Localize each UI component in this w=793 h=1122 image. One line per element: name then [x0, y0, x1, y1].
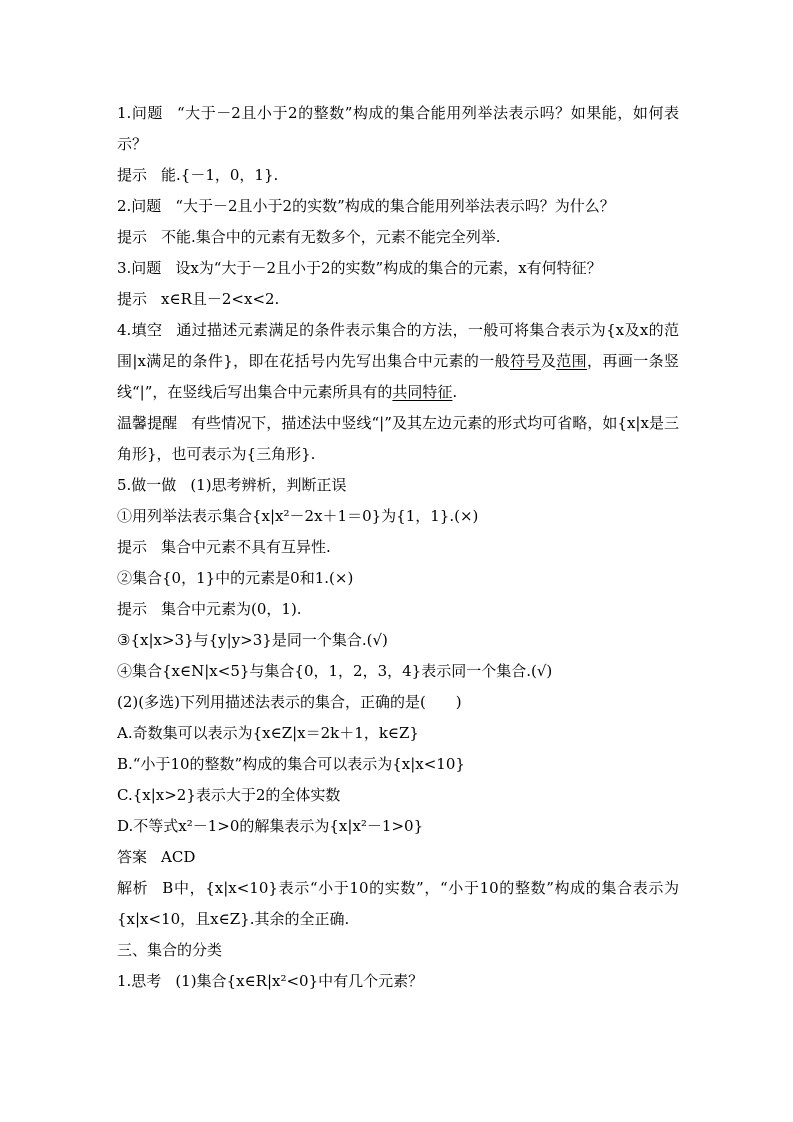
paragraph-think [117, 966, 679, 997]
paragraph-question-3 [117, 253, 679, 284]
underlined-term-symbol: 符号 [510, 352, 541, 370]
text-fill-in-d: . [452, 383, 458, 401]
text-option-a: A.奇数集可以表示为{x∈Z|x＝2k＋1，k∈Z} [117, 724, 419, 742]
text-hint-judge-2: 集合中元素为(0，1). [161, 600, 302, 618]
paragraph-analysis [117, 873, 679, 935]
paragraph-hint-judge-1 [117, 532, 679, 563]
label-reminder: 温馨提醒 [117, 414, 178, 432]
label-answer: 答案 [117, 848, 148, 866]
item-judge-1 [117, 501, 679, 532]
label-hint-1: 提示 [117, 166, 148, 184]
document-body [117, 98, 679, 997]
label-hint-judge-2: 提示 [117, 600, 148, 618]
text-fill-in-a: 通过描述元素满足的条件表示集合的方法，一般可将集合表示为{x及x的范围|x满足的条件}，即在花括号内先写出集合中元素的一般 [117, 321, 679, 370]
text-section-heading: 三、集合的分类 [117, 941, 223, 959]
paragraph-fill-in [117, 315, 679, 408]
text-judge-4: ④集合{x∈N|x<5}与集合{0，1，2，3，4}表示同一个集合.(√) [117, 662, 553, 680]
underlined-term-range: 范围 [556, 352, 588, 370]
paragraph-answer [117, 842, 679, 873]
label-hint-3: 提示 [117, 290, 148, 308]
option-d [117, 811, 679, 842]
text-judge-3: ③{x|x>3}与{y|y>3}是同一个集合.(√) [117, 631, 388, 649]
text-fill-in-b: 及 [540, 352, 557, 370]
section-heading-classification [117, 935, 679, 966]
paragraph-question-2 [117, 191, 679, 222]
paragraph-question-1 [117, 98, 679, 160]
paragraph-reminder [117, 408, 679, 470]
option-b [117, 749, 679, 780]
label-practice: 5.做一做 [117, 476, 177, 494]
paragraph-hint-3 [117, 284, 679, 315]
paragraph-hint-judge-2 [117, 594, 679, 625]
text-reminder: 有些情况下，描述法中竖线“|”及其左边元素的形式均可省略，如{x|x是三角形}，也可表示为{三角形}. [117, 414, 679, 463]
text-hint-2: 不能.集合中的元素有无数多个，元素不能完全列举. [161, 228, 501, 246]
label-question-3: 3.问题 [117, 259, 162, 277]
text-answer: ACD [161, 848, 196, 866]
text-hint-1: 能.{－1，0，1}. [161, 166, 279, 184]
text-hint-judge-1: 集合中元素不具有互异性. [161, 538, 331, 556]
label-hint-2: 提示 [117, 228, 148, 246]
text-judge-2: ②集合{0，1}中的元素是0和1.(×) [117, 569, 354, 587]
item-multiple-choice-stem [117, 687, 679, 718]
option-c [117, 780, 679, 811]
item-judge-2 [117, 563, 679, 594]
text-option-b: B.“小于10的整数”构成的集合可以表示为{x|x<10} [117, 755, 465, 773]
text-judge-1: ①用列举法表示集合{x|x²－2x＋1＝0}为{1，1}.(×) [117, 507, 479, 525]
label-think: 1.思考 [117, 972, 162, 990]
label-fill-in: 4.填空 [117, 321, 163, 339]
text-think: (1)集合{x∈R|x²<0}中有几个元素？ [175, 972, 424, 990]
label-analysis: 解析 [117, 879, 149, 897]
text-question-3: 设x为“大于－2且小于2的实数”构成的集合的元素，x有何特征？ [175, 259, 602, 277]
item-judge-3 [117, 625, 679, 656]
text-multiple-choice-stem: (2)(多选)下列用描述法表示的集合，正确的是( ) [117, 693, 462, 711]
paragraph-practice [117, 470, 679, 501]
text-practice: (1)思考辨析，判断正误 [190, 476, 347, 494]
paragraph-hint-1 [117, 160, 679, 191]
label-hint-judge-1: 提示 [117, 538, 148, 556]
text-question-2: “大于－2且小于2的实数”构成的集合能用列举法表示吗？为什么？ [175, 197, 615, 215]
underlined-term-common-feature: 共同特征 [392, 383, 453, 401]
paragraph-hint-2 [117, 222, 679, 253]
text-option-c: C.{x|x>2}表示大于2的全体实数 [117, 786, 341, 804]
label-question-1: 1.问题 [117, 104, 163, 122]
text-analysis: B中，{x|x<10}表示“小于10的实数”，“小于10的整数”构成的集合表示为{x|x<10，且x∈Z}.其余的全正确. [117, 879, 679, 928]
text-question-1: “大于－2且小于2的整数”构成的集合能用列举法表示吗？如果能，如何表示？ [117, 104, 679, 153]
text-option-d: D.不等式x²－1>0的解集表示为{x|x²－1>0} [117, 817, 424, 835]
item-judge-4 [117, 656, 679, 687]
option-a [117, 718, 679, 749]
text-fill-in-c: ，再画一条竖线“|”，在竖线后写出集合中元素所具有的 [117, 352, 679, 401]
text-hint-3: x∈R且－2<x<2. [161, 290, 280, 308]
label-question-2: 2.问题 [117, 197, 162, 215]
